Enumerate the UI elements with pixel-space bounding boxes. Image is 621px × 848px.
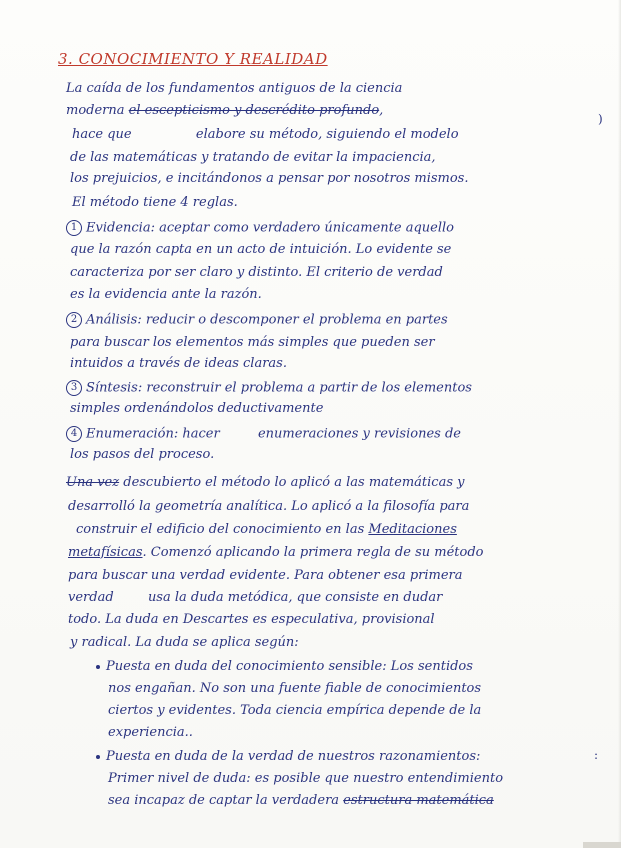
text-line [108,704,481,717]
text-span: sea incapaz de captar la verdadera [108,793,340,808]
bullet-line [96,660,473,673]
text-span: simples que pueden ser [278,335,435,350]
text-span: desarrolló la geometría analítica. Lo aplicó a la filosofía para [68,499,470,514]
text-line [108,794,494,807]
text-span: La caída de los fundamentos antiguos de la ciencia [66,81,403,96]
bullet-dot [96,665,100,669]
text-span: caracteriza por ser claro y distinto. El criterio de verdad [70,265,443,280]
struck-text: estructura matemática [343,793,494,808]
text-span: los prejuicios, e incitándonos a pensar por nosotros mismos. [70,171,469,186]
text-span: ciertos y evidentes. Toda ciencia empírica depende de la [108,703,482,718]
struck-text: el escepticismo y descrédito profundo [128,103,380,118]
text-span: usa la duda metódica, que consiste en dudar [147,590,443,605]
text-span: los pasos del proceso. [70,447,215,462]
text-span: es la evidencia ante la razón. [70,287,262,302]
text-span: Puesta en duda del conocimiento sensible: Los sentidos [106,659,473,674]
text-span: y radical. La duda se aplica según: [70,635,299,650]
text-span: intuidos a través de ideas claras. [70,356,287,371]
text-span: moderna [66,103,125,118]
text-span: . Comenzó aplicando la primera regla de su método [142,545,484,560]
circled-number: 2 [66,312,82,328]
underlined-text: Meditaciones [368,522,457,537]
text-line [70,402,323,415]
text-line [108,772,503,785]
text-span: Evidencia: aceptar como verdadero únicamente aquello [86,220,455,236]
text-line [70,448,214,461]
text-span: verdad [68,590,114,605]
text-span: experiencia.. [108,725,193,740]
text-line [68,569,463,582]
text-line [108,726,193,739]
circled-number: 1 [66,220,82,236]
text-line [68,613,435,626]
page-title: 3. CONOCIMIENTO Y REALIDAD [58,50,328,68]
text-span: que la razón capta en un acto de intuición. Lo evidente se [70,242,452,257]
bullet-dot [96,755,100,759]
text-span: para buscar los elementos más [70,335,275,350]
text-line [70,288,262,301]
text-line [66,82,402,95]
text-span: El método tiene 4 reglas. [72,195,238,210]
rule-line [66,380,472,396]
text-span: Enumeración: hacer [86,426,220,442]
rule-line [66,426,461,442]
text-line [70,636,299,649]
text-span: elabore su método, siguiendo el modelo [195,127,459,142]
text-line [68,591,442,604]
text-line [70,151,436,164]
circled-number: 4 [66,426,82,442]
text-span: Análisis: reducir o descomponer el problema en partes [86,312,448,328]
text-span: simples ordenándolos deductivamente [70,401,324,416]
text-span: todo. La duda en Descartes es especulativa, provisional [68,612,435,627]
rule-line [66,312,448,328]
text-line [70,243,451,256]
text-line [70,266,443,279]
text-span: Síntesis: reconstruir el problema a partir de los elementos [86,380,472,396]
text-span: , [379,103,384,118]
text-line [70,357,287,370]
text-line [108,682,481,695]
text-span: nos engañan. No son una fuente fiable de conocimientos [108,681,482,696]
text-line [68,546,483,559]
text-span: hace que [72,127,132,142]
text-line [70,172,469,185]
text-line [72,128,459,141]
text-line [72,196,238,209]
text-span: enumeraciones y revisiones de [257,426,461,442]
circled-number: 3 [66,380,82,396]
text-line [68,500,469,513]
bullet-line [96,750,480,763]
struck-text: Una vez [66,475,120,490]
text-line [76,523,457,536]
text-line [70,336,435,349]
margin-mark: ) [598,112,603,126]
text-span: para buscar una verdad evidente. Para obtener esa primera [68,568,463,583]
margin-mark: : [594,748,599,762]
page-corner [583,842,621,848]
text-span: construir el edificio del conocimiento en las [76,522,365,537]
text-span: Primer nivel de duda: es posible que nuestro entendimiento [108,771,504,786]
text-line [66,104,383,117]
text-line [66,476,464,489]
text-span: Puesta en duda de la verdad de nuestros razonamientos: [106,749,481,764]
text-span: descubierto el método lo aplicó a las matemáticas y [123,475,465,490]
rule-line [66,220,454,236]
underlined-text: metafísicas [68,545,143,560]
text-span: de las matemáticas y tratando de evitar la impaciencia, [70,150,436,165]
